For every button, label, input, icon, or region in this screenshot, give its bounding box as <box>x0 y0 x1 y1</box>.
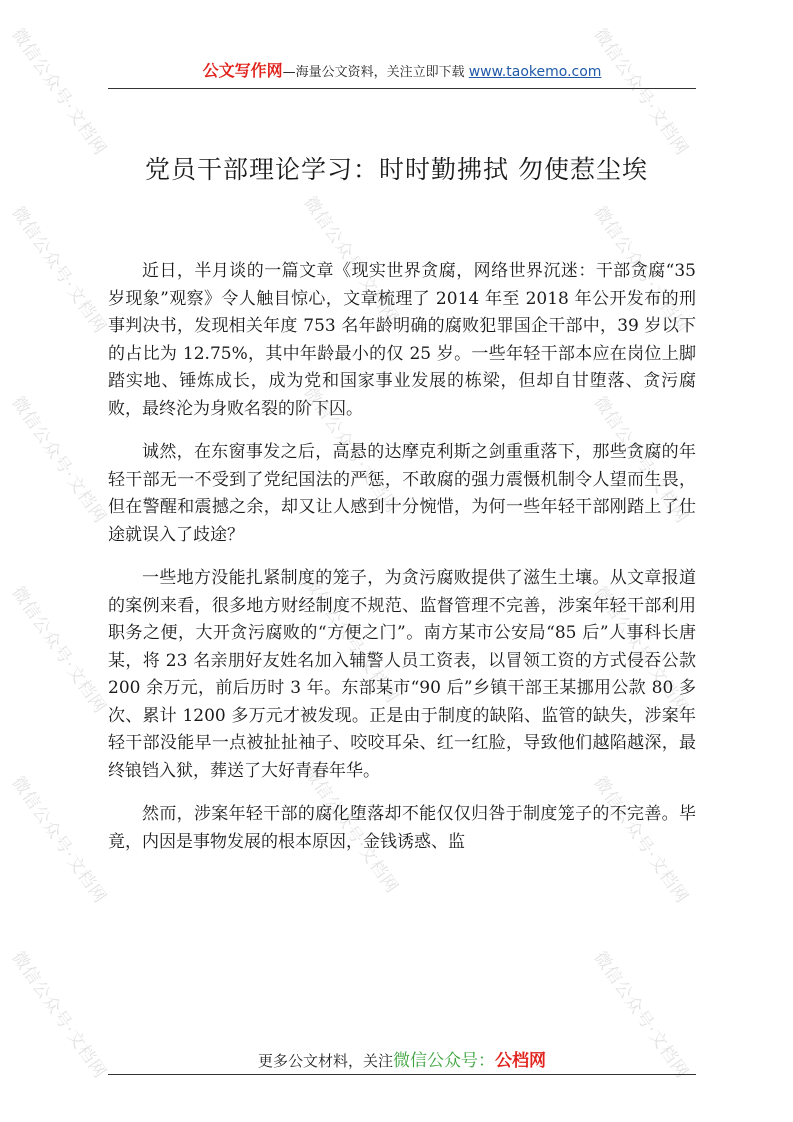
paragraph: 一些地方没能扎紧制度的笼子，为贪污腐败提供了滋生土壤。从文章报道的案例来看，很多地方财经制度不规范、监督管理不完善，涉案年轻干部利用职务之便，大开贪污腐败的“方便之门”。南方某市公安局“85 后”人事科长唐某，将 23 名亲朋好友姓名加入辅警人员工资表，以冒领工资的方式侵吞公款 200 余万元，前后历时 3 年。东部某市“90 后”乡镇干部王某挪用公款 80 多次、累计 1200 多万元才被发现。正是由于制度的缺陷、监管的缺失，涉案年轻干部没能早一点被扯扯袖子、咬咬耳朵、红一红脸，导致他们越陷越深，最终锒铛入狱，葬送了大好青春年华。 <box>108 568 696 781</box>
watermark-text: 微信公众号·文档网 <box>7 772 111 908</box>
page-header <box>108 58 696 89</box>
document-body <box>108 258 696 872</box>
watermark-text: 微信公众号·文档网 <box>299 382 403 518</box>
watermark-text: 微信公众号·文档网 <box>7 947 111 1083</box>
watermark-text: 微信公众号·文档网 <box>7 24 111 160</box>
watermark-text: 微信公众号·文档网 <box>7 202 111 338</box>
watermark-text: 微信公众号·文档网 <box>299 572 403 708</box>
watermark-text: 微信公众号·文档网 <box>299 192 403 328</box>
watermark-text: 微信公众号·文档网 <box>7 582 111 718</box>
page-footer <box>108 1046 696 1075</box>
watermark-text: 微信公众号·文档网 <box>589 24 693 160</box>
paragraph: 然而，涉案年轻干部的腐化堕落却不能仅仅归咎于制度笼子的不完善。毕竟，内因是事物发展的根本原因，金钱诱惑、监 <box>108 804 696 852</box>
paragraph: 近日，半月谈的一篇文章《现实世界贪腐，网络世界沉迷：干部贪腐“35 岁现象”观察》令人触目惊心，文章梳理了 2014 年至 2018 年公开发布的刑事判决书，发现相关年度 753 名年龄明确的腐败犯罪国企干部中，39 岁以下的占比为 12.75%，其中年龄最小的仅 25 岁。一些年轻干部本应在岗位上脚踏实地、锤炼成长，成为党和国家事业发展的栋梁，但却自甘堕落、贪污腐败，最终沦为身败名裂的阶下囚。 <box>108 261 696 419</box>
paragraph: 诚然，在东窗事发之后，高悬的达摩克利斯之剑重重落下，那些贪腐的年轻干部无一不受到了党纪国法的严惩，不敢腐的强力震慑机制令人望而生畏，但在警醒和震撼之余，却又让人感到十分惋惜，为何一些年轻干部刚踏上了仕途就误入了歧途？ <box>108 442 696 545</box>
watermark-text: 微信公众号·文档网 <box>589 582 693 718</box>
watermark-text: 微信公众号·文档网 <box>299 762 403 898</box>
watermark-text: 微信公众号·文档网 <box>589 392 693 528</box>
footer-brand: 公档网 <box>495 1051 546 1071</box>
header-slogan: —海量公文资料，关注立即下载 <box>282 65 469 80</box>
watermark-text: 微信公众号·文档网 <box>589 947 693 1083</box>
watermark-text: 微信公众号·文档网 <box>589 772 693 908</box>
header-url-link[interactable]: www.taokemo.com <box>468 64 602 80</box>
footer-text: 更多公文材料，关注 <box>257 1052 393 1070</box>
document-title: 党员干部理论学习：时时勤拂拭 勿使惹尘埃 <box>145 155 648 184</box>
watermark-text: 微信公众号·文档网 <box>7 392 111 528</box>
footer-wechat: 微信公众号： <box>393 1051 495 1071</box>
watermark-text: 微信公众号·文档网 <box>589 202 693 338</box>
header-brand: 公文写作网 <box>202 61 283 80</box>
